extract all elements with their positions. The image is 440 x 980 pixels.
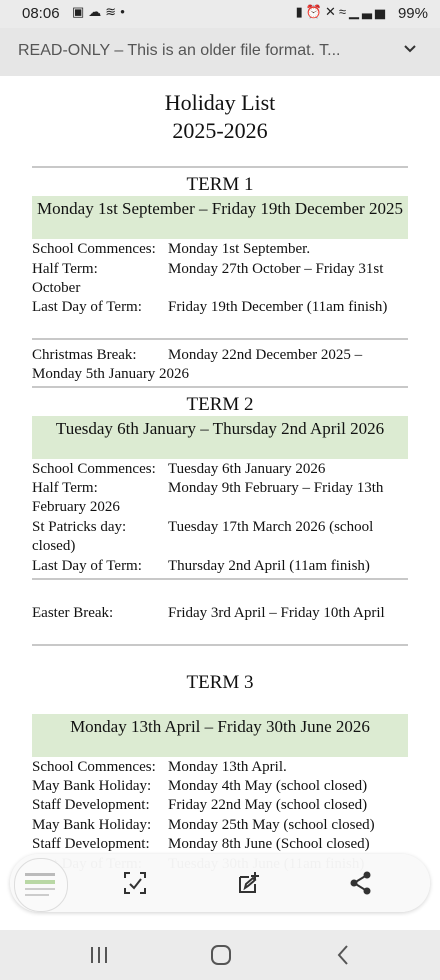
back-icon[interactable] [330,942,356,968]
row-value: Monday 22nd December 2025 – [168,347,363,363]
divider [32,386,408,388]
row-value-wrap: February 2026 [32,499,120,515]
row-value: Monday 25th May (school closed) [168,817,375,833]
row-value-wrap: Monday 5th January 2026 [32,366,190,382]
row-value: Friday 22nd May (school closed) [168,797,368,813]
row-value: Monday 8th June (School closed) [168,836,370,852]
system-icons [296,4,388,20]
document-thumbnail[interactable] [14,858,68,912]
divider [32,166,408,168]
row-label: St Patricks day: [32,519,127,535]
alarm-icon: ⏰ [305,4,325,19]
share-icon[interactable] [348,870,374,896]
status-bar [0,0,440,28]
row-value: Friday 3rd April – Friday 10th April [168,605,385,621]
document-page [0,76,440,906]
row-label: Last Day of Term: [32,558,142,574]
row-value: Monday 4th May (school closed) [168,778,368,794]
row-value: Tuesday 6th January 2026 [168,461,326,477]
row-value: Tuesday 17th March 2026 (school [168,519,374,535]
status-time: 08:06 [22,5,60,22]
bottom-toolbar [10,854,430,912]
term2-heading: TERM 2 [186,394,254,415]
row-label: Staff Development: [32,797,150,813]
thumb-line [25,873,55,876]
banner-text: READ-ONLY – This is an older file format. T... [18,42,341,59]
row-label: School Commences: [32,759,156,775]
term3-heading: TERM 3 [186,672,254,693]
thumb-line [25,888,55,890]
recents-icon[interactable] [86,942,112,968]
doc-title: Holiday List [164,90,276,115]
row-label: May Bank Holiday: [32,817,152,833]
row-label: School Commences: [32,461,156,477]
divider [32,644,408,646]
row-value: Monday 9th February – Friday 13th [168,480,384,496]
term3-date-range: Monday 13th April – Friday 30th June 2026 [32,714,408,757]
row-label: Half Term: [32,261,98,277]
cloud-icon: ☁ [88,4,106,19]
battery-level: 99% [397,5,428,22]
navigation-bar [0,930,440,980]
term2-date-range: Tuesday 6th January – Thursday 2nd April 2026 [32,416,408,459]
read-only-banner[interactable] [0,28,440,76]
row-value: Monday 1st September. [168,241,311,257]
term1-date-range: Monday 1st September – Friday 19th December 2025 [32,196,408,239]
divider [32,578,408,580]
row-label: May Bank Holiday: [32,778,152,794]
wifi-icon: ≈ [338,4,349,19]
home-icon[interactable] [208,942,234,968]
row-value: Monday 13th April. [168,759,287,775]
scan-icon[interactable] [122,870,148,896]
row-label: Easter Break: [32,605,114,621]
thumb-band [25,880,55,884]
row-value: Monday 27th October – Friday 31st [168,261,384,277]
row-label: Half Term: [32,480,98,496]
chevron-down-icon[interactable] [402,40,418,61]
mute-icon: ✕ [324,4,339,19]
row-value: Thursday 2nd April (11am finish) [168,558,370,574]
dot-icon: • [120,4,129,19]
term1-heading: TERM 1 [186,174,254,195]
add-note-icon[interactable] [236,870,262,896]
row-label: Staff Development: [32,836,150,852]
doc-year: 2025-2026 [172,118,268,143]
gallery-icon: ▣ [72,4,89,19]
row-value: Friday 19th December (11am finish) [168,299,388,315]
row-label: Last Day of Term: [32,299,142,315]
divider [32,338,408,340]
wifi-calling-icon: ≋ [105,4,121,19]
signal-icon: ▁▃▅ [349,4,388,19]
thumb-line [25,894,49,896]
notification-icons [72,4,129,20]
row-value-wrap: October [32,280,81,296]
row-label: School Commences: [32,241,156,257]
row-label: Christmas Break: [32,347,137,363]
battery-saver-icon: ▮ [295,4,306,19]
row-value-wrap: closed) [32,538,76,554]
